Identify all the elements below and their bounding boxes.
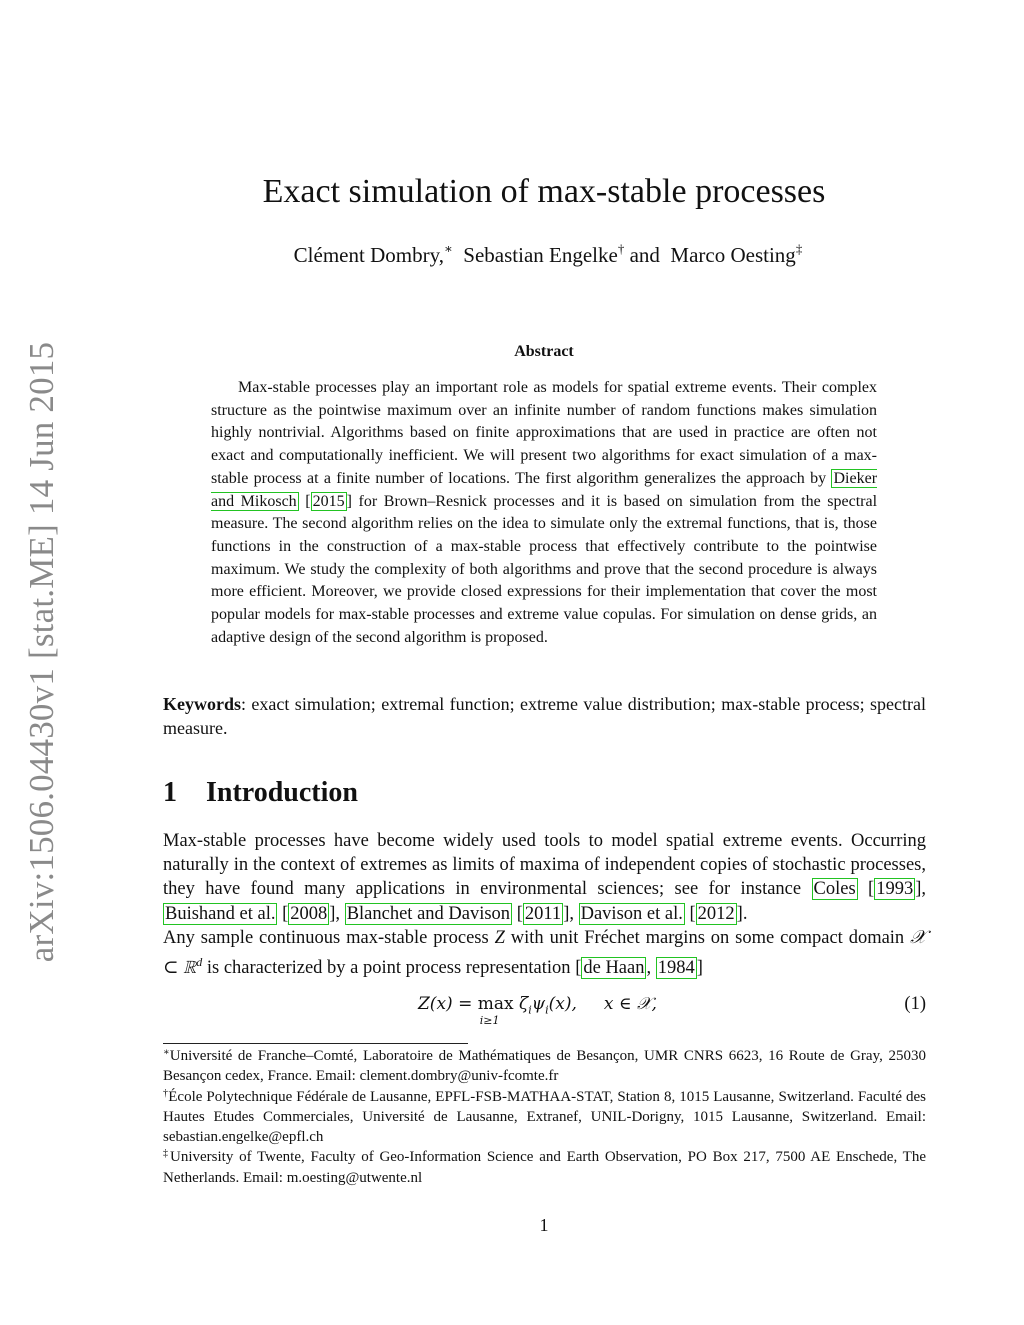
citation-link[interactable]: Coles <box>813 879 856 900</box>
equation-zeta: ζ <box>513 994 529 1014</box>
arxiv-identifier: arXiv:1506.04430v1 [stat.ME] 14 Jun 2015 <box>22 341 61 963</box>
citation-year-link[interactable]: 2008 <box>290 903 328 924</box>
footnote-divider <box>163 1043 468 1044</box>
intro-text: with unit Fréchet margins on some compact domain <box>510 927 905 948</box>
footnote-text: École Polytechnique Fédérale de Lausanne, EPFL-FSB-MATHAA-STAT, Station 8, 1015 Lausanne, Switzerland. Faculté des Hautes Etudes Commerciales, Université de Lausanne, Extranef, UNIL-Dorigny, 1015 Lausanne, Switzerland. Email: sebastian.engelke@epfl.ch <box>163 1088 927 1146</box>
author-name: Marco Oesting <box>670 243 796 267</box>
equation-op-subscript: i≥1 <box>479 1014 500 1027</box>
citation-link[interactable]: Buishand et al. <box>165 903 276 924</box>
citation-link[interactable]: Davison et al. <box>580 903 683 924</box>
footnote-mark: ∗ <box>163 1047 170 1058</box>
citation-year-link[interactable]: 1984 <box>657 958 695 979</box>
equation-number: (1) <box>904 994 926 1014</box>
intro-text: is characterized by a point process representation <box>206 958 571 979</box>
author-connector: and <box>629 243 660 267</box>
footnote <box>163 1046 926 1087</box>
equation-lhs: Z(x) = <box>418 994 478 1014</box>
footnote-mark: ‡ <box>163 1148 170 1160</box>
citation-link[interactable]: Blanchet and Davison <box>346 903 511 924</box>
intro-second-sentence: Any sample continuous max-stable process Z with unit Fréchet margins on some compact domain 𝒳 ⊂ ℝ$^d$ is characterized by a point process representation [ de Haan , 1984 ] <box>163 927 927 979</box>
intro-paragraph: Max-stable processes have become widely used tools to model spatial extreme events. Occurring naturally in the context of extremes as limits of maxima of independent copies of stochastic processes, they have found many applications in environmental sciences; see for instance Coles [ 1993 ], Buishand et al. [ 2008 ], Blanchet and Davison [ 2011 ], Davison et al. [ 2012 ]. Any sample continuous max-stable process Z with unit Fréchet margins on some compact domain 𝒳 ⊂ ℝ$^d$ is characterized by a point process representation [ de Haan , 1984 ] <box>163 829 926 980</box>
equation-subscript: i <box>528 1003 532 1017</box>
page-number: 1 <box>539 1215 549 1235</box>
author-name: Clément Dombry, <box>293 243 444 267</box>
abstract-text-part: Max-stable processes play an important role as models for spatial extreme events. Their complex structure as the pointwise maximum over an infinite number of random functions makes simulation highly nontrivial. Algorithms based on finite approximations that are used in practice are often not exact and computationally inefficient. We will present two algorithms for exact simulation of a max-stable process at a finite number of locations. The first algorithm generalizes the approach by <box>211 379 877 487</box>
keywords-label: Keywords <box>163 694 241 714</box>
footnote <box>163 1087 926 1148</box>
paper-title: Exact simulation of max-stable processes <box>262 173 826 210</box>
footnotes <box>163 1046 926 1188</box>
footnote-text: University of Twente, Faculty of Geo-Information Science and Earth Observation, PO Box 217, 7500 AE Enschede, The Netherlands. Email: m.oesting@utwente.nl <box>163 1149 926 1186</box>
math-exponent: d <box>196 955 203 970</box>
equation-psi: ψ <box>531 994 546 1014</box>
math-variable: Z <box>494 927 505 948</box>
footnote <box>163 1147 926 1188</box>
abstract-text: Max-stable processes play an important role as models for spatial extreme events. Their complex structure as the pointwise maximum over an infinite number of random functions makes simulation highly nontrivial. Algorithms based on finite approximations that are used in practice are often not exact and computationally inefficient. We will present two algorithms for exact simulation of a max-stable process at a finite number of locations. The first algorithm generalizes the approach by Dieker and Mikosch [ 2015 ] for Brown–Resnick processes and it is based on simulation from the spectral measure. The second algorithm relies on the idea to simulate only the extremal functions, that is, those functions in the construction of a max-stable process that effectively contribute to the pointwise maximum. We study the complexity of both algorithms and prove that the second procedure is always more efficient. Moreover, we provide closed expressions for their implementation that cover the most popular models for max-stable processes and extreme value copulas. For simulation on dense grids, an adaptive design of the second algorithm is proposed. <box>211 379 878 646</box>
equation-rhs-tail: (x), x ∈ 𝒳, <box>548 994 657 1014</box>
intro-text: Any sample continuous max-stable process <box>163 927 489 948</box>
equation-1 <box>163 994 926 1030</box>
citation-year-link[interactable]: 1993 <box>876 879 914 900</box>
citation-year-link[interactable]: 2015 <box>312 492 345 510</box>
abstract-text-part: for Brown–Resnick processes and it is based on simulation from the spectral measure. The second algorithm relies on the idea to simulate only the extremal functions, that is, those functions in the construction of a max-stable process that effectively contribute to the pointwise maximum. We study the complexity of both algorithms and prove that the second procedure is always more efficient. Moreover, we provide closed expressions for their implementation that cover the most popular models for max-stable processes and extreme value copulas. For simulation on dense grids, an adaptive design of the second algorithm is proposed. <box>211 492 878 646</box>
abstract-heading: Abstract <box>514 343 574 360</box>
keywords-text: : exact simulation; extremal function; extreme value distribution; max-stable process; spectral measure. <box>163 694 926 738</box>
intro-text: Max-stable processes have become widely used tools to model spatial extreme events. Occurring naturally in the context of extremes as limits of maxima of independent copies of stochastic processes, they have found many applications in environmental sciences; see for instance <box>163 831 926 900</box>
footnote-mark: † <box>163 1087 169 1099</box>
citation-link[interactable]: Dieker and Mikosch <box>211 469 878 510</box>
author-name: Sebastian Engelke <box>463 243 618 267</box>
equation-formula <box>418 994 657 1027</box>
author-footnote-mark[interactable]: ‡ <box>795 241 803 256</box>
author-footnote-mark[interactable]: ∗ <box>443 241 453 256</box>
equation-max-operator <box>477 994 514 1027</box>
footnote-text: Université de Franche–Comté, Laboratoire de Mathématiques de Besançon, UMR CNRS 6623, 16 Route de Gray, 25030 Besançon cedex, France. Email: clement.dombry@univ-fcomte.fr <box>163 1048 926 1085</box>
citation-link[interactable]: de Haan <box>583 958 645 979</box>
math-domain: 𝒳 ⊂ ℝ <box>163 927 927 979</box>
author-footnote-mark[interactable]: † <box>617 241 625 256</box>
section-heading <box>163 773 358 813</box>
citation-year-link[interactable]: 2012 <box>697 903 735 924</box>
equation-op: max <box>477 994 514 1014</box>
citation-year-link[interactable]: 2011 <box>524 903 562 924</box>
author-list <box>0 240 1024 270</box>
keywords <box>163 692 926 740</box>
section-title: Introduction <box>206 777 358 808</box>
equation-subscript: i <box>545 1003 549 1017</box>
section-number: 1 <box>163 777 177 808</box>
